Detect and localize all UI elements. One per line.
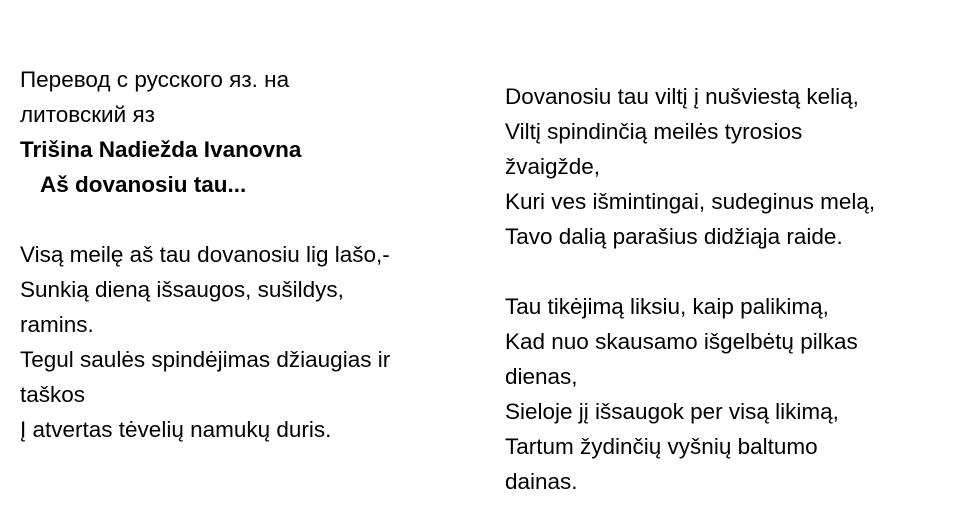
text-line: Visą meilę aš tau dovanosiu lig lašo,- — [20, 242, 390, 267]
text-line: žvaigžde, — [505, 154, 601, 179]
text-line: Sunkią dieną išsaugos, sušildys, — [20, 277, 344, 302]
text-line: Viltį spindinčią meilės tyrosios — [505, 119, 803, 144]
blank-line — [20, 202, 480, 237]
text-line: taškos — [20, 382, 86, 407]
text-line: Tartum žydinčių vyšnių baltumo — [505, 434, 818, 459]
right-column — [505, 79, 955, 499]
text-line: Sieloje jį išsaugok per visą likimą, — [505, 399, 839, 424]
text-line: Tau tikėjimą liksiu, kaip palikimą, — [505, 294, 829, 319]
text-line: Tegul saulės spindėjimas džiaugias ir — [20, 347, 391, 372]
text-line: Į atvertas tėvelių namukų duris. — [20, 417, 332, 442]
text-line: Aš dovanosiu tau... — [40, 172, 247, 197]
text-line: литовский яз — [20, 102, 155, 127]
left-column — [20, 62, 480, 447]
text-line: Tavo dalią parašius didžiąja raide. — [505, 224, 843, 249]
text-line: Trišina Nadiežda Ivanovna — [20, 137, 302, 162]
text-line: ramins. — [20, 312, 94, 337]
text-line: dainas. — [505, 469, 578, 494]
text-line: Kuri ves išmintingai, sudeginus melą, — [505, 189, 876, 214]
text-line: Dovanosiu tau viltį į nušviestą kelią, — [505, 84, 859, 109]
text-line: Перевод с русского яз. на — [20, 67, 290, 92]
blank-line — [505, 254, 955, 289]
text-line: dienas, — [505, 364, 578, 389]
text-line: Kad nuo skausamo išgelbėtų pilkas — [505, 329, 858, 354]
